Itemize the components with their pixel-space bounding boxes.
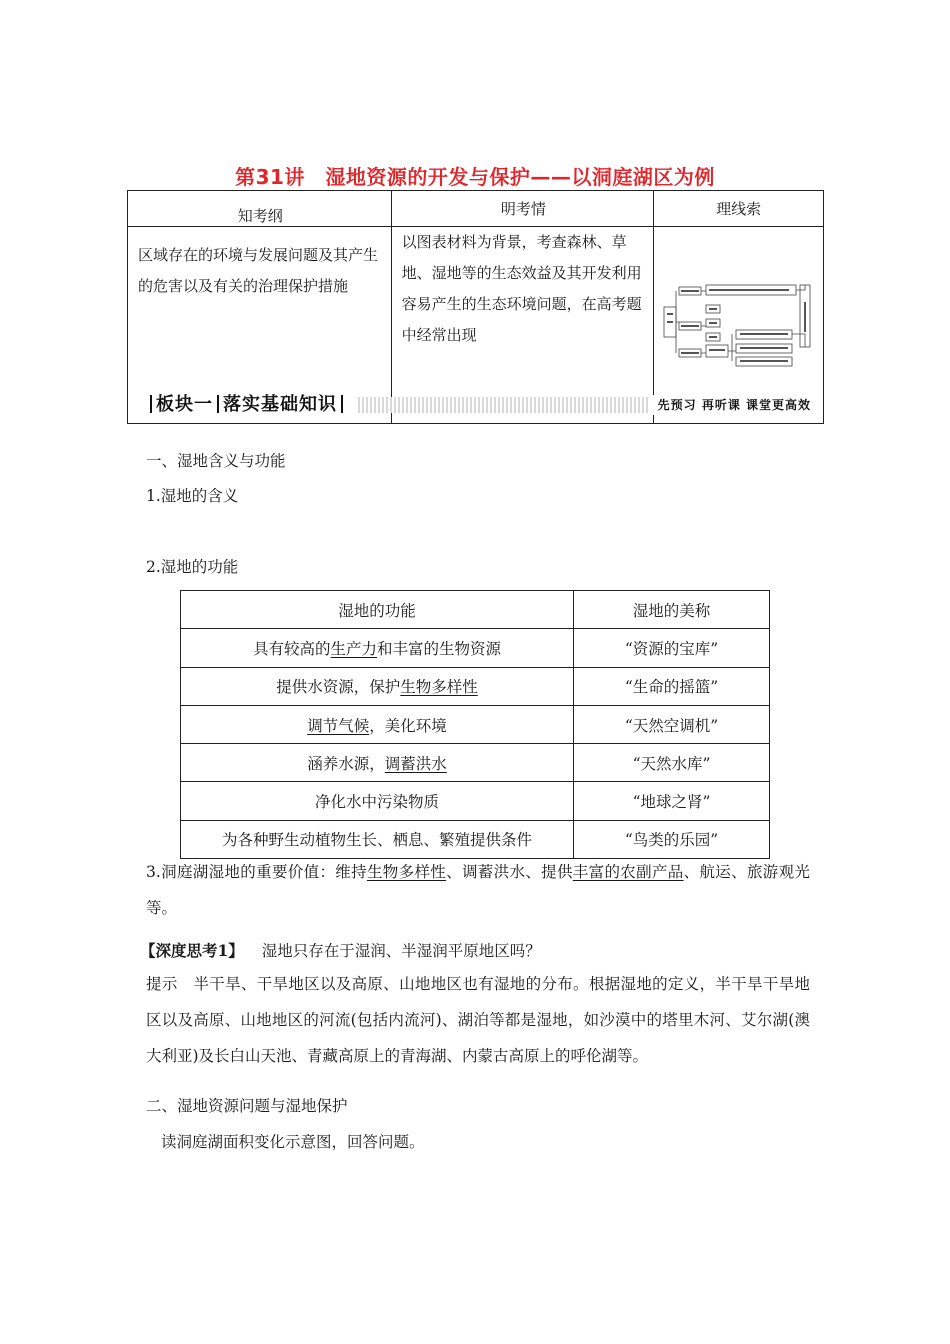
header-mingkaoqing: 明考情 — [391, 191, 654, 227]
banner-label — [142, 393, 357, 417]
wetland-function-table — [180, 590, 770, 859]
page-title: 第31讲 湿地资源的开发与保护——以洞庭湖区为例 — [235, 165, 715, 189]
banner-slogan: 先预习 再听课 课堂更高效 — [648, 395, 817, 415]
table-row — [181, 629, 770, 667]
function-cell: 调节气候，美化环境 — [181, 705, 574, 743]
header-zhikaogang: 知考纲 — [128, 191, 392, 227]
banner-divider — [341, 395, 343, 413]
nickname-cell: “生命的摇篮” — [574, 667, 770, 705]
function-cell: 提供水资源，保护生物多样性 — [181, 667, 574, 705]
func-header-name: 湿地的美称 — [574, 591, 770, 629]
section2-line: 读洞庭湖面积变化示意图，回答问题。 — [161, 1133, 425, 1151]
nickname-cell: “天然空调机” — [574, 705, 770, 743]
deep-think-question: 【深度思考1】 湿地只存在于湿润、半湿润平原地区吗？ — [140, 941, 541, 960]
func-header-function: 湿地的功能 — [181, 591, 574, 629]
function-cell: 为各种野生动植物生长、栖息、繁殖提供条件 — [181, 820, 574, 858]
outline-table — [127, 190, 824, 424]
table-row — [181, 782, 770, 820]
table-row — [181, 820, 770, 858]
section2-heading: 二、湿地资源问题与湿地保护 — [146, 1097, 348, 1115]
function-cell: 具有较高的生产力和丰富的生物资源 — [181, 629, 574, 667]
function-cell: 净化水中污染物质 — [181, 782, 574, 820]
function-cell: 涵养水源，调蓄洪水 — [181, 744, 574, 782]
table-row — [181, 744, 770, 782]
mingkaoqing-cell: 以图表材料为背景，考查森林、草地、湿地等的生态效益及其开发利用容易产生的生态环境问题，在高考题中经常出现 — [391, 227, 654, 424]
table-row — [181, 705, 770, 743]
nickname-cell: “鸟类的乐园” — [574, 820, 770, 858]
deep-think-tag: 【深度思考1】 — [140, 941, 244, 960]
section1-sub2: 2.湿地的功能 — [146, 558, 239, 576]
header-lixiansuo: 理线索 — [654, 191, 824, 227]
item3-paragraph: 3.洞庭湖湿地的重要价值：维持生物多样性、调蓄洪水、提供丰富的农副产品、航运、旅游观光等。 — [146, 863, 810, 917]
banner-divider — [150, 395, 152, 413]
banner-label-part2: 落实基础知识 — [223, 394, 337, 415]
nickname-cell: “资源的宝库” — [574, 629, 770, 667]
deep-think-answer: 提示 半干旱、干旱地区以及高原、山地地区也有湿地的分布。根据湿地的定义，半干旱干旱地区以及高原、山地地区的河流(包括内流河)、湖泊等都是湿地，如沙漠中的塔里木河、艾尔湖(澳大利亚)及长白山天池、青藏高原上的青海湖、内蒙古高原上的呼伦湖等。 — [146, 975, 810, 1065]
banner-divider — [217, 395, 219, 413]
section1-heading: 一、湿地含义与功能 — [146, 452, 286, 470]
banner-label-part1: 板块一 — [156, 394, 213, 415]
section1-sub1: 1.湿地的含义 — [146, 487, 239, 505]
section-banner — [142, 393, 817, 417]
nickname-cell: “地球之肾” — [574, 782, 770, 820]
zhikaogang-cell: 区域存在的环境与发展问题及其产生的危害以及有关的治理保护措施 — [128, 227, 392, 424]
table-row — [181, 667, 770, 705]
nickname-cell: “天然水库” — [574, 744, 770, 782]
